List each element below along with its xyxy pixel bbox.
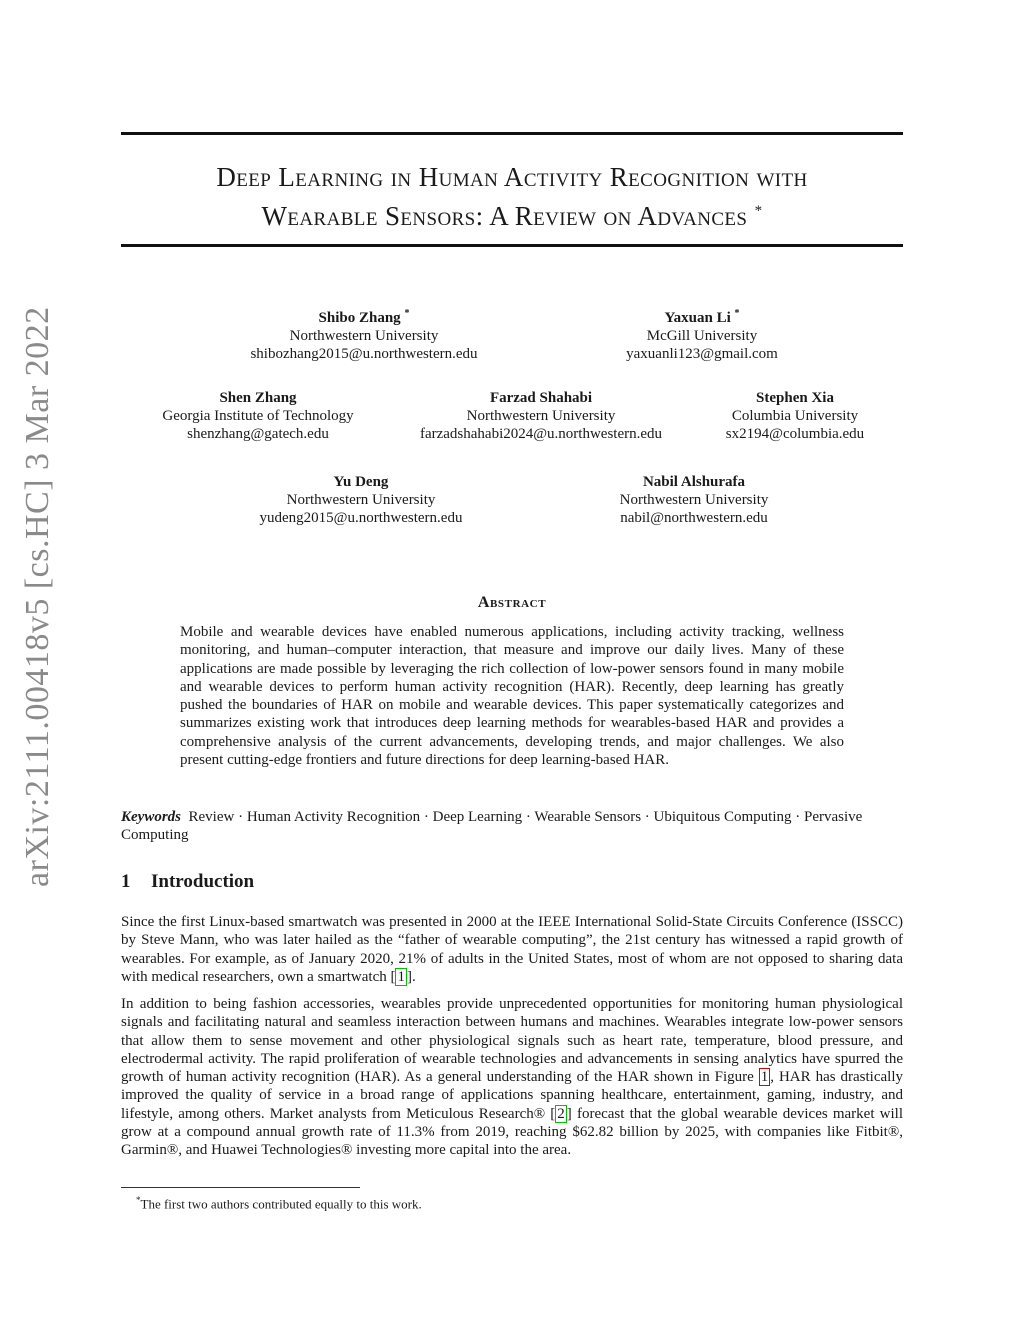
footnote-marker: * <box>136 1195 141 1205</box>
author-affiliation: Northwestern University <box>466 408 616 424</box>
author-affiliation: Northwestern University <box>286 492 436 508</box>
author-name: Shen Zhang <box>219 390 297 406</box>
author-affiliation: Georgia Institute of Technology <box>162 408 354 424</box>
author-block <box>710 389 880 443</box>
keywords-list: Review · Human Activity Recognition · Deep Learning · Wearable Sensors · Ubiquitous Computing · Pervasive Computing <box>121 809 863 844</box>
author-block <box>148 389 368 443</box>
author-email[interactable]: yaxuanli123@gmail.com <box>626 346 778 362</box>
title-top-rule <box>121 132 903 135</box>
author-email[interactable]: nabil@northwestern.edu <box>620 510 768 526</box>
footnote-text: The first two authors contributed equally to this work. <box>140 1196 422 1212</box>
author-name: Nabil Alshurafa <box>642 474 746 490</box>
author-email[interactable]: yudeng2015@u.northwestern.edu <box>259 510 463 526</box>
paragraph-1: Since the first Linux-based smartwatch was presented in 2000 at the IEEE International Solid-State Circuits Conference (ISSCC) by Steve Mann, who was later hailed as the “father of wearable computing”, the 21st century has witnessed a rapid growth of wearables. For example, as of January 2020, 21% of adults in the United States, most of whom are not opposed to sharing data with medical researchers, own a smartwatch [ 1 ]. <box>121 914 903 985</box>
author-email[interactable]: farzadshahabi2024@u.northwestern.edu <box>419 426 663 442</box>
abstract-text: Mobile and wearable devices have enabled numerous applications, including activity tracking, wellness monitoring, and human–computer interaction, that measure and improve our daily lives. Many of these applications are made possible by leveraging the rich collection of low-power sensors found in many mobile and wearable devices to perform human activity recognition (HAR). Recently, deep learning has greatly pushed the boundaries of HAR on mobile and wearable devices. This paper systematically categorizes and summarizes existing work that introduces deep learning methods for wearables-based HAR and provides a comprehensive analysis of the current advancements, developing trends, and major challenges. We also present cutting-edge frontiers and future directions for deep learning-based HAR. <box>180 624 844 769</box>
paper-title <box>121 160 903 233</box>
arxiv-identifier: arXiv:2111.00418v5 [cs.HC] 3 Mar 2022 <box>19 306 56 887</box>
author-name: Yaxuan Li * <box>664 308 740 326</box>
author-block <box>238 473 484 527</box>
author-block <box>234 305 494 363</box>
title-footnote-marker: * <box>754 203 763 219</box>
title-line-1: Deep Learning in Human Activity Recognition with <box>216 162 808 192</box>
author-affiliation: McGill University <box>646 328 758 344</box>
author-block <box>602 305 802 363</box>
author-block <box>598 473 790 527</box>
abstract-heading: Abstract <box>477 594 547 611</box>
section-number: 1 <box>121 871 131 892</box>
section-title: Introduction <box>151 871 255 892</box>
keywords-label: Keywords <box>121 809 181 825</box>
author-email[interactable]: sx2194@columbia.edu <box>725 426 865 442</box>
footnote-rule <box>121 1187 360 1188</box>
section-heading <box>121 871 254 893</box>
author-block <box>401 389 681 443</box>
citation-link[interactable]: 2 <box>557 1105 565 1122</box>
author-affiliation: Northwestern University <box>619 492 769 508</box>
figure-link[interactable]: 1 <box>760 1069 769 1086</box>
author-name: Shibo Zhang * <box>318 308 410 326</box>
title-line-2: Wearable Sensors: A Review on Advances * <box>261 201 763 231</box>
author-name: Stephen Xia <box>756 390 834 406</box>
author-name: Farzad Shahabi <box>489 390 593 406</box>
keywords <box>121 808 903 845</box>
author-email[interactable]: shenzhang@gatech.edu <box>187 426 329 442</box>
footnote <box>136 1192 422 1212</box>
title-bottom-rule <box>121 244 903 247</box>
paragraph-2: In addition to being fashion accessories, wearables provide unprecedented opportunities for monitoring human physiological signals and facilitating natural and seamless interaction between humans and machines. Wearables integrate low-power sensors that allow them to sense movement and other physiological signals such as heart rate, temperature, blood pressure, and electrodermal activity. The rapid proliferation of wearable technologies and advancements in sensing analytics have spurred the growth of human activity recognition (HAR). As a general understanding of the HAR shown in Figure 1 , HAR has drastically improved the quality of service in a broad range of applications spanning healthcare, entertainment, gaming, industry, and lifestyle, among others. Market analysts from Meticulous Research® [ 2 ] forecast that the global wearable devices market will grow at a compound annual growth rate of 11.3% from 2019, reaching $62.82 billion by 2025, with companies like Fitbit®, Garmin®, and Huawei Technologies® investing more capital into the area. <box>121 996 903 1159</box>
author-affiliation: Columbia University <box>731 408 859 424</box>
citation-link[interactable]: 1 <box>397 968 405 985</box>
author-name: Yu Deng <box>333 474 389 490</box>
author-affiliation: Northwestern University <box>289 328 439 344</box>
author-email[interactable]: shibozhang2015@u.northwestern.edu <box>250 346 478 362</box>
